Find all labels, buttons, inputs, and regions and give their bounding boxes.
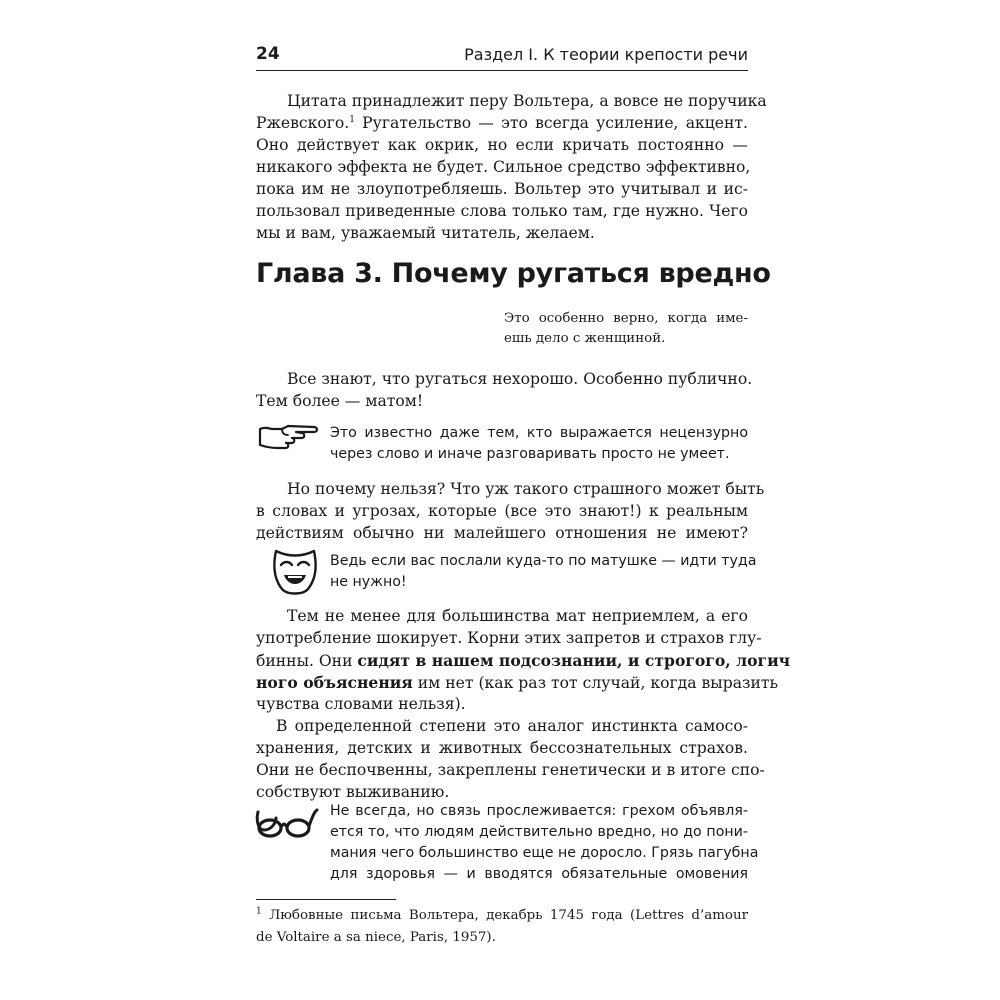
pointing-hand-icon [258, 421, 320, 462]
laughing-mask-icon [270, 547, 320, 604]
text-line: мы и вам, уважаемый читатель, желаем. [256, 224, 595, 242]
note-line: через слово и иначе разговаривать просто не умеет. [330, 446, 730, 462]
text-line: Тем более — матом! [256, 392, 424, 410]
epigraph-line: Это особенно верно, когда име- [504, 311, 748, 326]
footnote-marker: 1 [256, 906, 262, 917]
text-line: Оно действует как окрик, но если кричать постоянно — [256, 136, 748, 154]
note-line: ется то, что людям действительно вредно, но до пони- [330, 824, 748, 840]
text-line: пользовал приведенные слова только там, где нужно. Чего [256, 202, 748, 220]
text-line: чувства словами нельзя). [256, 695, 466, 713]
bold-phrase: ного объяснения [256, 673, 413, 692]
epigraph-line: ешь дело с женщиной. [504, 331, 666, 346]
note-line: Это известно даже тем, кто выражается нецензурно [330, 425, 748, 441]
text-line: собствуют выживанию. [256, 783, 450, 801]
text-line: В определенной степени это аналог инстинкта самосо- [276, 717, 748, 735]
note-line: Ведь если вас послали куда-то по матушке — идти туда [330, 553, 757, 569]
text-line: употребление шокирует. Корни этих запретов и страхов глу- [256, 629, 762, 647]
text-line: действиям обычно ни малейшего отношения не имеют? [256, 524, 748, 542]
text-line: Тем не менее для большинства мат неприемлем, а его [287, 607, 748, 625]
text-line: никакого эффекта не будет. Сильное средство эффективно, [256, 158, 751, 176]
text-line: Ржевского.$^1$ Ругательство — это всегда усиление, акцент. [256, 114, 748, 132]
footnote-divider [256, 899, 396, 900]
footnote-line: de Voltaire a sa niece, Paris, 1957). [256, 930, 496, 945]
text-line: в словах и угрозах, которые (все это знают!) к реальным [256, 502, 748, 520]
text-line: Они не беспочвенны, закреплены генетически и в итоге спо- [256, 761, 765, 779]
chapter-title: Глава 3. Почему ругаться вредно [256, 258, 771, 289]
text-line: Но почему нельзя? Что уж такого страшного может быть [287, 480, 765, 498]
text-line: Цитата принадлежит перу Вольтера, а вовсе не поручика [287, 92, 767, 110]
footnote-line: $^1$ Любовные письма Вольтера, декабрь 1745 года (Lettres d’amour [256, 906, 748, 923]
glasses-icon [254, 806, 320, 847]
page-header [256, 44, 748, 71]
text-line: ного объяснения им нет (как раз тот случай, когда выразить [256, 673, 779, 692]
text-line: хранения, детских и животных бессознательных страхов. [256, 739, 748, 757]
text-line: бинны. Они сидят в нашем подсознании, и строгого, логич [256, 651, 791, 670]
note-line: мания чего большинство еще не доросло. Грязь пагубна [330, 845, 759, 861]
note-line: Не всегда, но связь прослеживается: грехом объявля- [330, 803, 748, 819]
note-line: не нужно! [330, 574, 407, 590]
footnote-ref[interactable]: 1 [349, 114, 355, 125]
text-line: Все знают, что ругаться нехорошо. Особенно публично. [287, 370, 753, 388]
page-number: 24 [256, 44, 280, 64]
running-head: Раздел I. К теории крепости речи [464, 45, 748, 64]
note-line: для здоровья — и вводятся обязательные омовения [330, 866, 748, 882]
text-line: пока им не злоупотребляешь. Вольтер это учитывал и ис- [256, 180, 748, 198]
bold-phrase: сидят в нашем подсознании, и строгого, логич [357, 651, 791, 670]
